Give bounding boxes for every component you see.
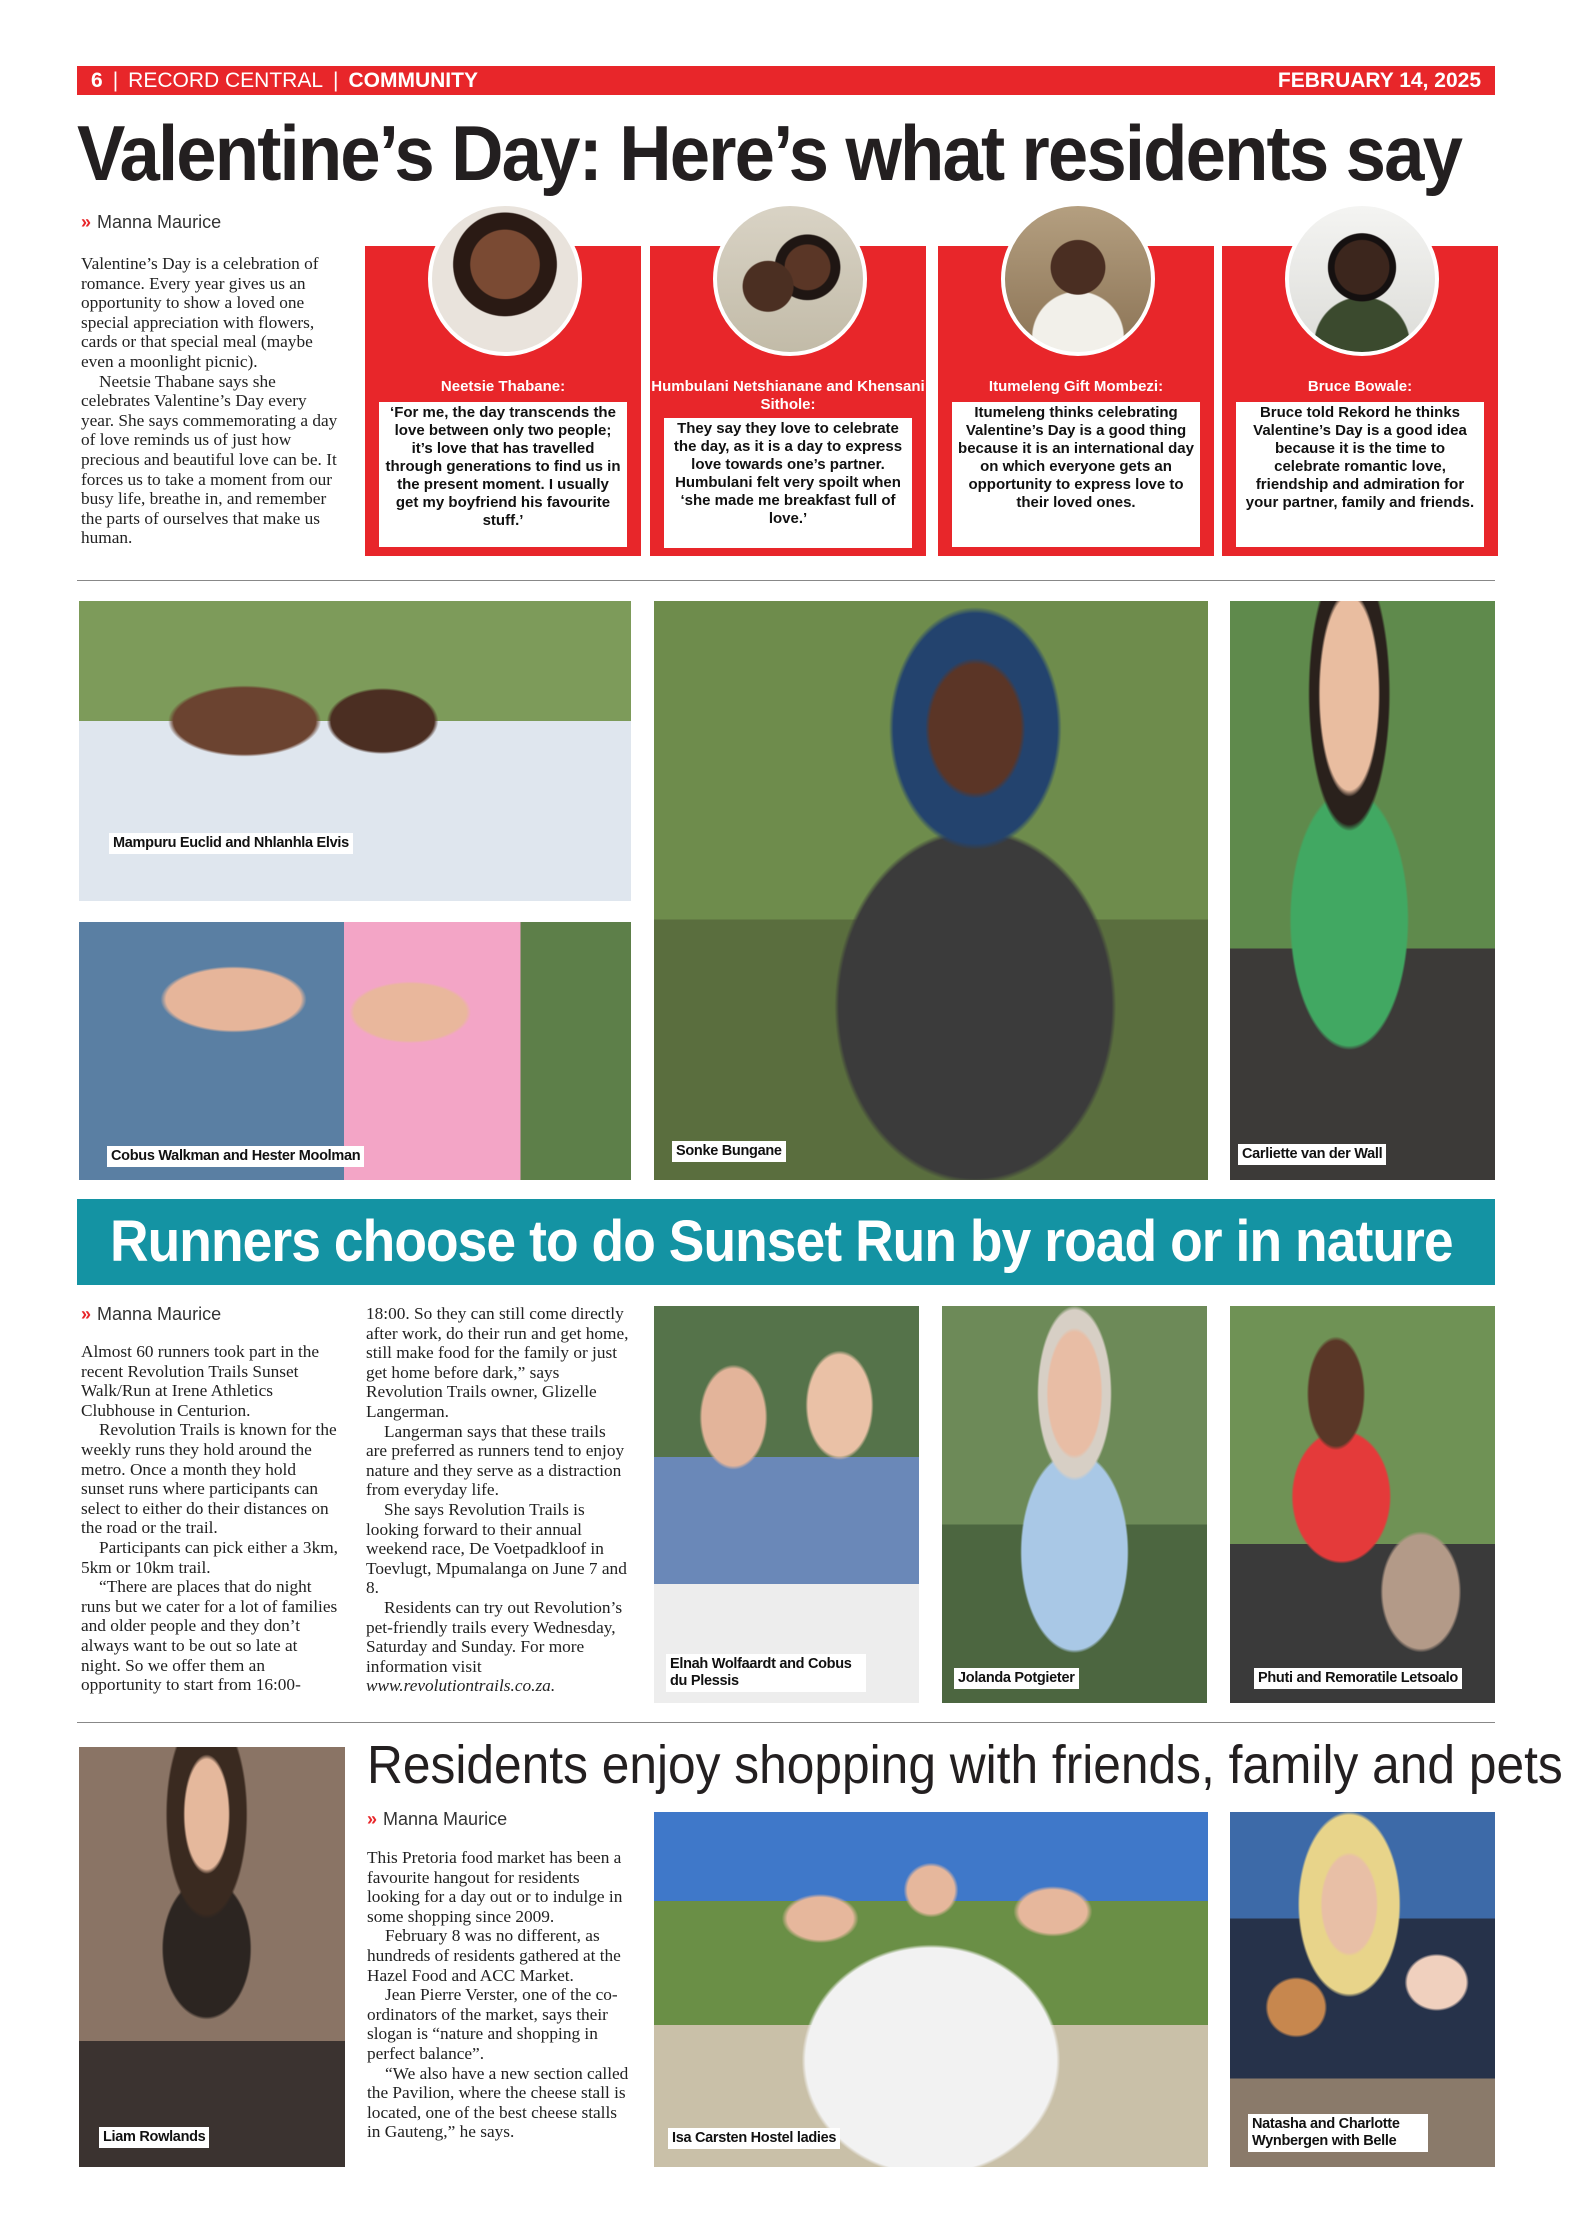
quote-card	[365, 246, 641, 556]
article-paragraph: Valentine’s Day is a celebration of romance. Every year gives us an opportunity to show a loved one special appreciation with flowers, cards or that special meal (maybe even a moonlight picnic).	[81, 254, 319, 371]
shopping-byline	[367, 1809, 507, 1830]
byline-author: Manna Maurice	[97, 1304, 222, 1324]
valentine-article-body	[81, 254, 339, 548]
article-paragraph: Langerman says that these trails are preferred as runners tend to enjoy nature and they serve as a distraction from everyday life.	[366, 1421, 625, 1500]
photo-caption: Phuti and Remoratile Letsoalo	[1254, 1668, 1462, 1689]
photo-runners-elnah-cobus	[654, 1306, 919, 1703]
quote-card-text: Bruce told Rekord he thinks Valentine’s Day is a good idea because it is the time to celebrate romantic love, friendship and admiration for your partner, family and friends.	[1236, 402, 1484, 547]
article-paragraph: Jean Pierre Verster, one of the co-ordinators of the market, says their slogan is “nature and shopping in perfect balance”.	[367, 1985, 618, 2063]
photo-caption: Sonke Bungane	[672, 1141, 786, 1162]
byline-chevron-icon: »	[81, 1304, 92, 1324]
byline-author: Manna Maurice	[97, 212, 222, 232]
portrait-photo	[428, 202, 582, 356]
article-paragraph	[366, 1598, 630, 1696]
publication-name: RECORD CENTRAL	[128, 68, 324, 92]
header-separator: |	[333, 68, 339, 92]
quote-card-text: ‘For me, the day transcends the love between only two people; it’s love that has travelled through generations to find us in the present moment. I usually get my boyfriend his favourite stuff.’	[379, 402, 627, 547]
article-paragraph: “We also have a new section called the Pavilion, where the cheese stall is located, one of the best cheese stalls in Gauteng,” he says.	[367, 2063, 629, 2142]
portrait-photo	[713, 202, 867, 356]
photo-hostel-ladies	[654, 1812, 1208, 2167]
quote-card-name: Neetsie Thabane:	[440, 378, 566, 395]
photo-runner-jolanda	[942, 1306, 1207, 1703]
sunset-article-col2	[366, 1304, 630, 1696]
article-paragraph: This Pretoria food market has been a favourite hangout for residents looking for a day out or to indulge in some shopping since 2009.	[367, 1848, 623, 1926]
sunset-article-col1	[81, 1342, 339, 1695]
shopping-headline: Residents enjoy shopping with friends, family and pets	[367, 1735, 1563, 1795]
photo-caption: Elnah Wolfaardt and Cobus du Plessis	[666, 1654, 866, 1692]
article-paragraph: Almost 60 runners took part in the recent Revolution Trails Sunset Walk/Run at Irene Athletics Clubhouse in Centurion.	[81, 1342, 320, 1420]
quote-card	[938, 246, 1214, 556]
portrait-photo	[1001, 202, 1155, 356]
valentine-headline: Valentine’s Day: Here’s what residents say	[77, 109, 1462, 197]
photo-caption: Mampuru Euclid and Nhlanhla Elvis	[109, 833, 353, 854]
photo-caption: Liam Rowlands	[99, 2127, 209, 2148]
photo-caption: Cobus Walkman and Hester Moolman	[107, 1146, 364, 1167]
valentine-byline	[81, 212, 221, 233]
photo-runner-sonke	[654, 601, 1208, 1180]
quote-card-name: Humbulani Netshianane and Khensani Sithole:	[651, 378, 925, 413]
byline-author: Manna Maurice	[383, 1809, 508, 1829]
quote-card-text: They say they love to celebrate the day, as it is a day to express love towards one’s partner. Humbulani felt very spoilt when ‘she made me breakfast full of love.’	[664, 418, 912, 548]
article-text: Residents can try out Revolution’s pet-friendly trails every Wednesday, Saturday and Sunday. For more information visit	[366, 1597, 623, 1676]
quote-card	[650, 246, 926, 556]
section-divider	[77, 1722, 1495, 1723]
photo-runners-letsoalo	[1230, 1306, 1495, 1703]
section-divider	[77, 580, 1495, 581]
website-link[interactable]: www.revolutiontrails.co.za.	[366, 1676, 556, 1696]
issue-date: FEBRUARY 14, 2025	[1277, 68, 1481, 92]
quote-card-text: Itumeleng thinks celebrating Valentine’s Day is a good thing because it is an international day on which everyone gets an opportunity to express love to their loved ones.	[952, 402, 1200, 547]
sunset-headline: Runners choose to do Sunset Run by road or in nature	[110, 1209, 1453, 1274]
article-paragraph: Participants can pick either a 3km, 5km or 10km trail.	[81, 1537, 338, 1577]
photo-natasha-charlotte	[1230, 1812, 1495, 2167]
quote-card-name: Bruce Bowale:	[1307, 378, 1413, 395]
photo-caption: Isa Carsten Hostel ladies	[668, 2128, 840, 2149]
article-paragraph: She says Revolution Trails is looking forward to their annual weekend race, De Voetpadkloof in Toevlugt, Mpumalanga on June 7 and 8.	[366, 1499, 627, 1598]
sunset-byline	[81, 1304, 221, 1325]
photo-couple-2	[79, 922, 631, 1180]
photo-caption: Jolanda Potgieter	[954, 1668, 1079, 1689]
article-paragraph: 18:00. So they can still come directly after work, do their run and get home, still make food for the family or just get home before dark,” says Revolution Trails owner, Glizelle Langerman.	[366, 1304, 629, 1421]
section-name: COMMUNITY	[348, 68, 478, 92]
article-paragraph: Revolution Trails is known for the weekly runs they hold around the metro. Once a month they hold sunset runs where participants can select to either do their distances on the road or the trail.	[81, 1420, 337, 1538]
photo-caption: Carliette van der Wall	[1238, 1144, 1386, 1165]
photo-vendor-liam	[79, 1747, 345, 2167]
byline-chevron-icon: »	[81, 212, 92, 232]
portrait-photo	[1285, 202, 1439, 356]
byline-chevron-icon: »	[367, 1809, 378, 1829]
shopping-article-body	[367, 1848, 629, 2142]
article-paragraph: “There are places that do night runs but we cater for a lot of families and older people and they don’t always want to be out so late at night. So we offer them an opportunity to start from 16:00-	[81, 1577, 338, 1695]
header-separator: |	[112, 68, 119, 92]
page-header-bar	[77, 66, 1495, 95]
photo-couple-1	[79, 601, 631, 901]
photo-runner-carliette	[1230, 601, 1495, 1180]
page-number: 6	[91, 68, 103, 92]
quote-card	[1222, 246, 1498, 556]
article-paragraph: Neetsie Thabane says she celebrates Valentine’s Day every year. She says commemorating a day of love reminds us of just how precious and beautiful love can be. It forces us to take a moment from our busy life, breathe in, and remember the parts of ourselves that make us human.	[81, 371, 338, 548]
quote-card-name: Itumeleng Gift Mombezi:	[988, 378, 1164, 395]
article-paragraph: February 8 was no different, as hundreds of residents gathered at the Hazel Food and ACC Market.	[367, 1926, 621, 1985]
photo-caption: Natasha and Charlotte Wynbergen with Belle	[1248, 2114, 1428, 2152]
